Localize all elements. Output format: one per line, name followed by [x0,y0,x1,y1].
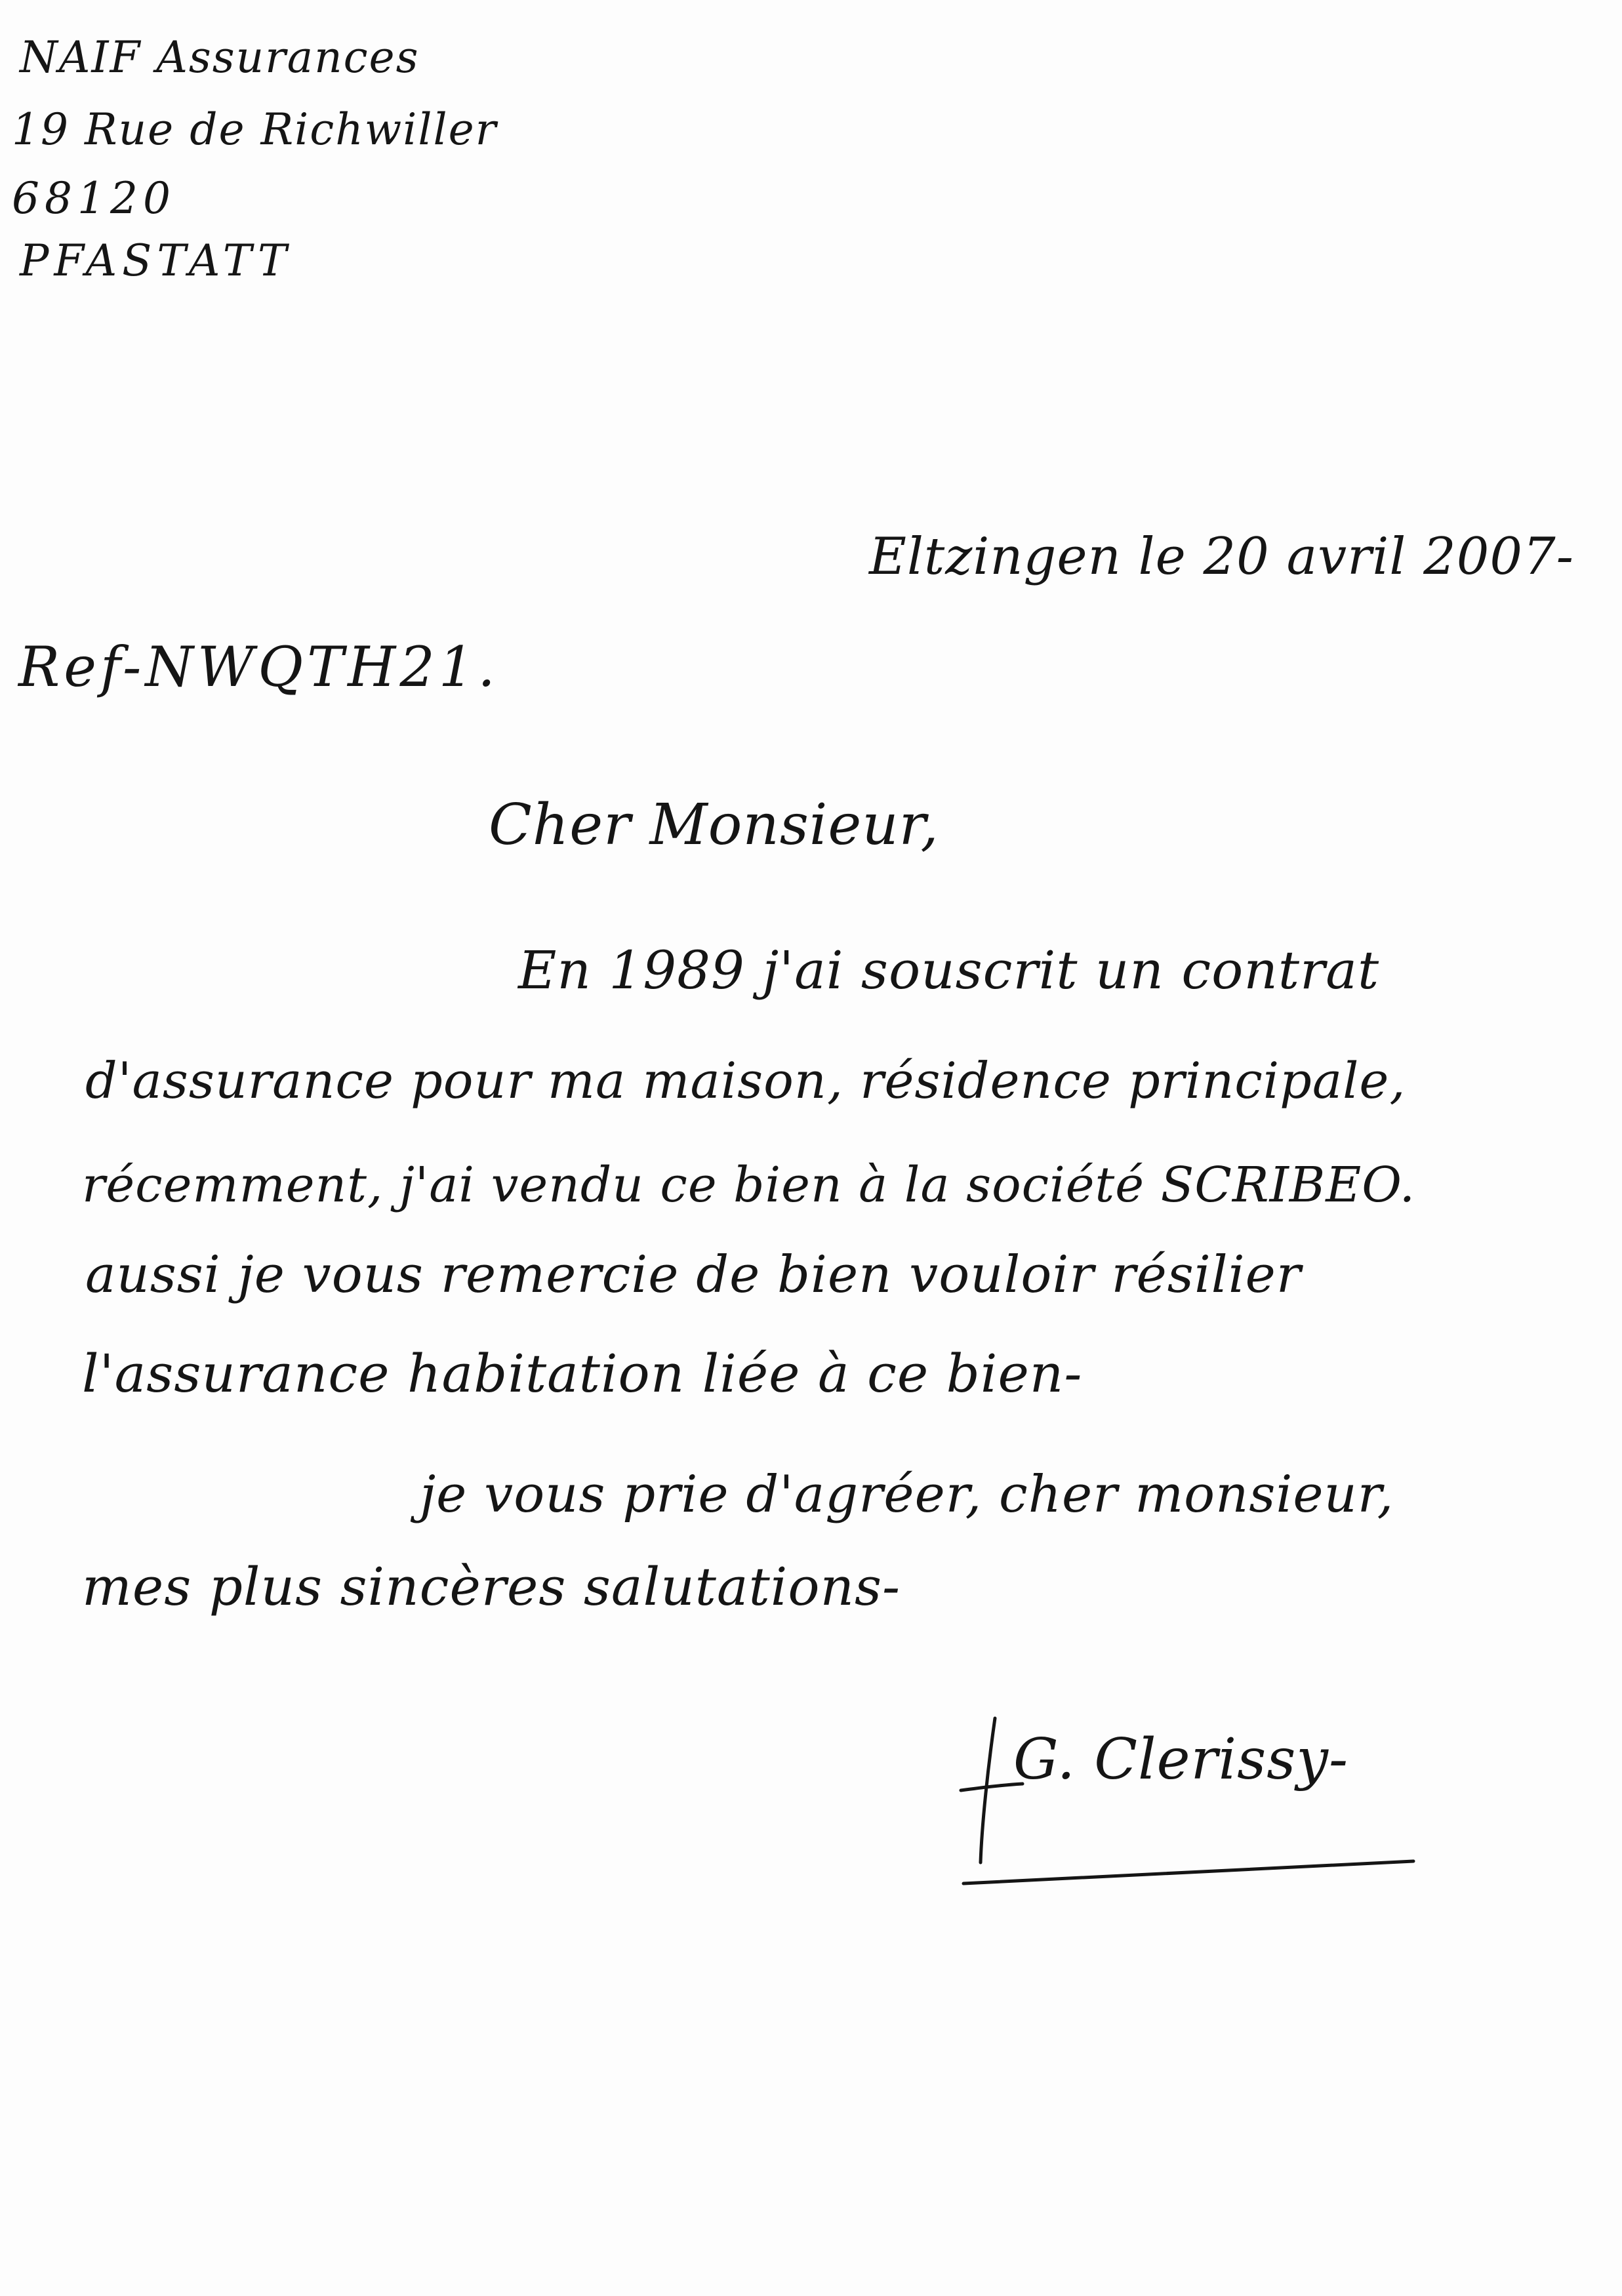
sender-street: 19 Rue de Richwiller [12,104,498,155]
sender-city: PFASTATT [20,235,293,286]
reference: Ref-NWQTH21. [18,635,500,699]
signature-flourish [954,1692,1164,1889]
body-line: récemment, j'ai vendu ce bien à la société SCRIBEO. [82,1157,1416,1213]
signature-cross-stroke [961,1784,1023,1790]
body-line: d'assurance pour ma maison, résidence principale, [85,1051,1406,1110]
signature-stroke [981,1718,995,1863]
closing-line: mes plus sincères salutations- [82,1556,901,1617]
place-date: Eltzingen le 20 avril 2007- [869,527,1574,586]
sender-postcode: 68120 [12,173,176,224]
signature: G. Clerissy- [1013,1727,1349,1792]
closing-line: je vous prie d'agréer, cher monsieur, [420,1465,1394,1524]
body-line: l'assurance habitation liée à ce bien- [82,1343,1083,1404]
signature-underline [963,1861,1413,1883]
sender-name: NAIF Assurances [20,32,420,83]
salutation: Cher Monsieur, [489,792,939,858]
body-line: En 1989 j'ai souscrit un contrat [518,940,1380,1001]
body-line: aussi je vous remercie de bien vouloir résilier [85,1245,1302,1304]
